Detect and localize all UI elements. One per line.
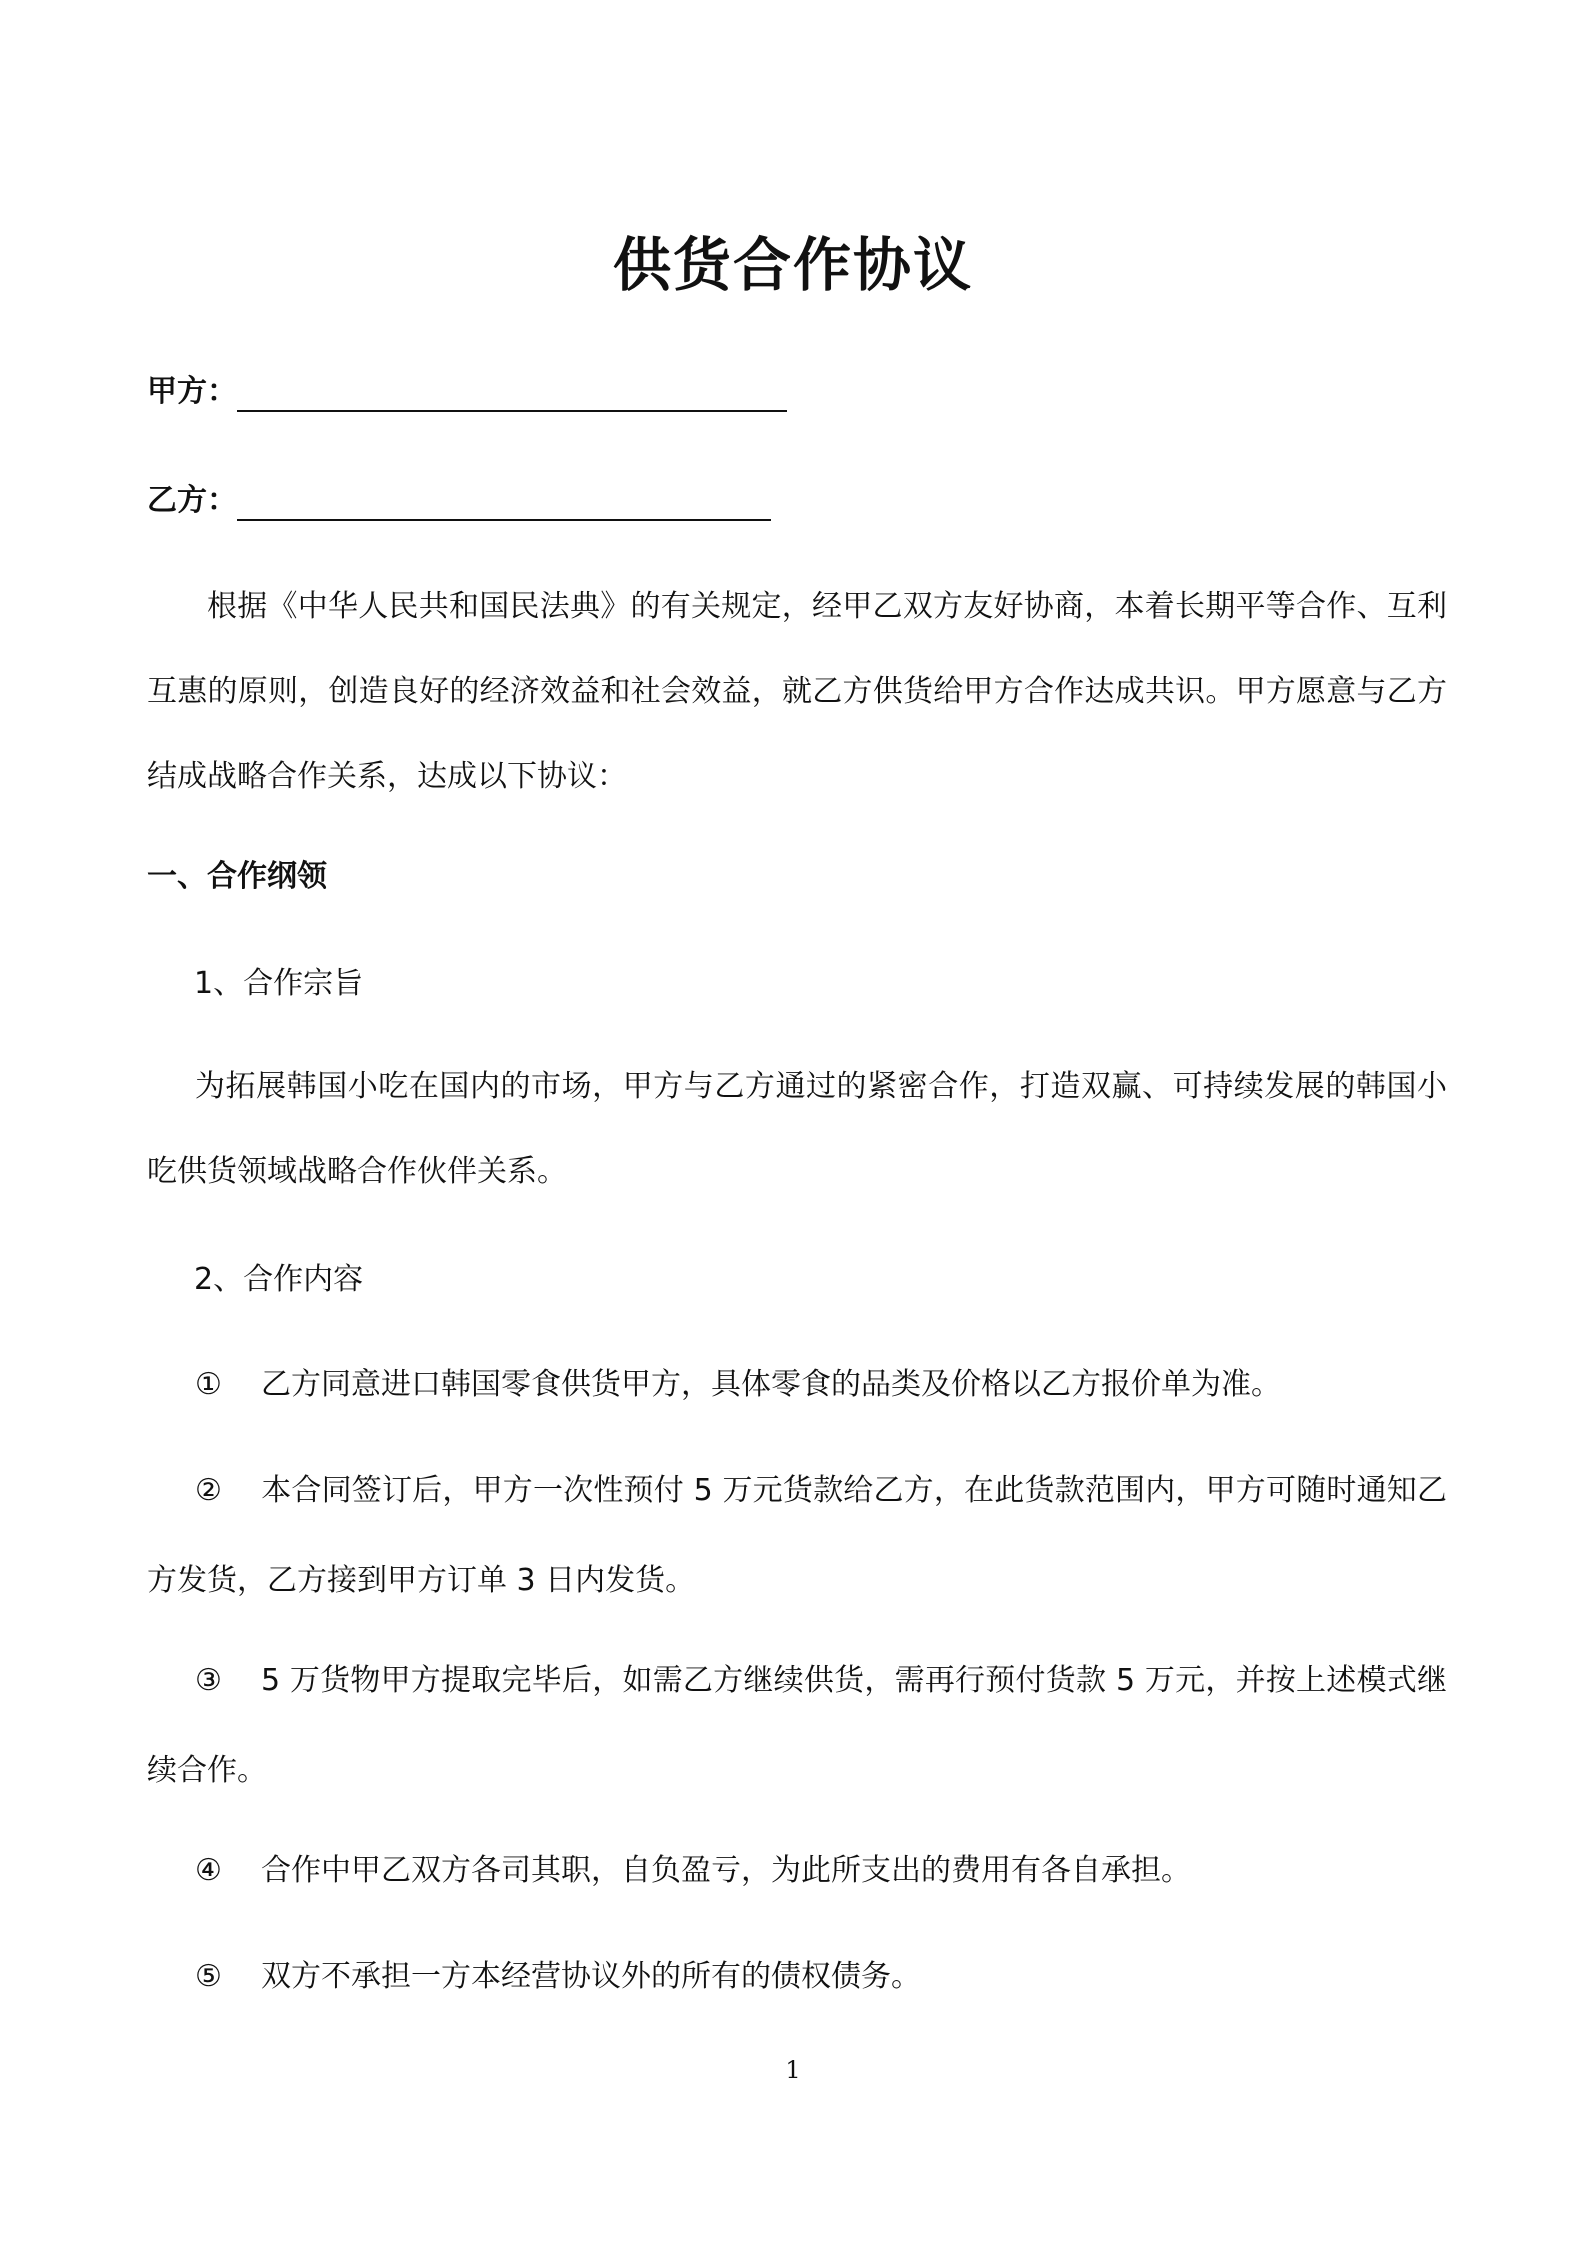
item-text: 合作中甲乙双方各司其职，自负盈亏，为此所支出的费用有各自承担。: [261, 1853, 1191, 1888]
party-a-blank-line: [237, 410, 787, 412]
subheading-cooperation-purpose: 1、合作宗旨: [194, 966, 364, 1001]
item-marker: ③: [195, 1663, 222, 1698]
party-a-field: [147, 372, 237, 412]
list-item: [147, 1826, 1447, 1916]
list-item: [147, 1446, 1447, 1626]
party-b-field: [147, 481, 237, 521]
item-text: 乙方同意进口韩国零食供货甲方，具体零食的品类及价格以乙方报价单为准。: [261, 1367, 1281, 1402]
item-marker: ⑤: [195, 1959, 222, 1994]
subheading-cooperation-content: 2、合作内容: [194, 1262, 364, 1297]
list-item: [147, 1932, 1447, 2022]
section-heading-cooperation-outline: 一、合作纲领: [147, 859, 327, 894]
item-marker: ②: [195, 1473, 222, 1508]
intro-paragraph: 根据《中华人民共和国民法典》的有关规定，经甲乙双方友好协商，本着长期平等合作、互利互惠的原则，创造良好的经济效益和社会效益，就乙方供货给甲方合作达成共识。甲方愿意与乙方结成战略合作关系，达成以下协议：: [147, 589, 1447, 794]
list-item: [147, 1636, 1447, 1816]
list-item: [147, 1340, 1447, 1430]
party-b-blank-line: [237, 519, 771, 521]
item-text: 本合同签订后，甲方一次性预付 5 万元货款给乙方，在此货款范围内，甲方可随时通知乙方发货，乙方接到甲方订单 3 日内发货。: [147, 1473, 1447, 1598]
party-a-label: 甲方：: [147, 374, 237, 409]
cooperation-purpose-paragraph: 为拓展韩国小吃在国内的市场，甲方与乙方通过的紧密合作，打造双赢、可持续发展的韩国小吃供货领域战略合作伙伴关系。: [147, 1069, 1447, 1189]
item-marker: ①: [195, 1367, 222, 1402]
page-number: 1: [785, 2056, 801, 2084]
party-b-label: 乙方：: [147, 483, 237, 518]
item-marker: ④: [195, 1853, 222, 1888]
document-title: 供货合作协议: [612, 231, 973, 299]
item-text: 双方不承担一方本经营协议外的所有的债权债务。: [261, 1959, 921, 1994]
item-text: 5 万货物甲方提取完毕后，如需乙方继续供货，需再行预付货款 5 万元，并按上述模式继续合作。: [147, 1663, 1447, 1788]
